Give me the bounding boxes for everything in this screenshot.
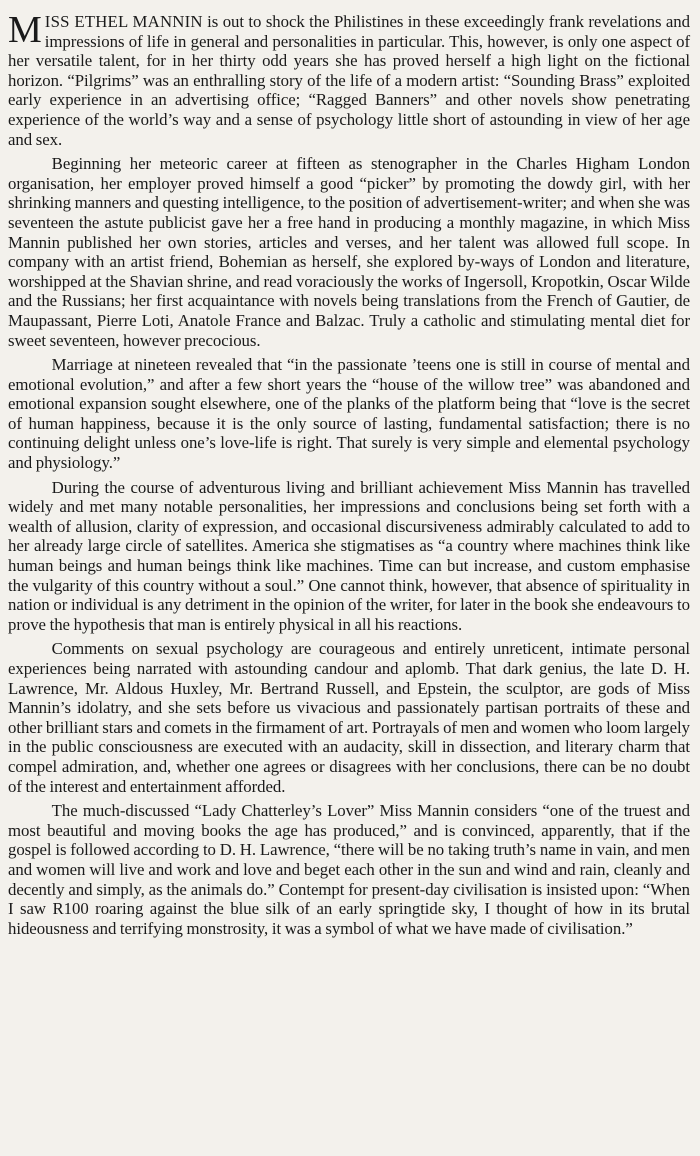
paragraph-4: During the course of adventurous living and brilliant achievement Miss Mannin has travelled widely and met many notable personalities, her impressions and conclusions being set forth with a wealth of allusion, clarity of expression, and occasional discursiveness admirably calculated to add to her already large circle of satellites. America she stigmatises as “a country where machines think like human beings and human beings think like machines. Time can but increase, and custom emphasise the vulgarity of this country without a soul.” One cannot think, however, that absence of spirituality in nation or individual is any detriment in the opinion of the writer, for later in the book she endeavours to prove the hypothesis that man is entirely physical in all his reactions. <box>8 477 690 634</box>
drop-cap: M <box>8 9 42 51</box>
lead-caps: ISS ETHEL MANNIN <box>44 12 203 31</box>
paragraph-2: Beginning her meteoric career at fifteen as stenographer in the Charles Higham London organisation, her employer proved himself a good “picker” by promoting the dowdy girl, with her shrinking manners and questing intelligence, to the position of advertisement-writer; and when she was seventeen the astute publicist gave her a free hand in producing a monthly magazine, in which Miss Mannin published her own stories, articles and verses, and her talent was allowed full scope. In company with an artist friend, Bohemian as herself, she explored by-ways of London and literature, worshipped at the Shavian shrine, and read voraciously the works of Ingersoll, Kropotkin, Oscar Wilde and the Russians; her first acquaintance with novels being translations from the French of Gautier, de Maupassant, Pierre Loti, Anatole France and Balzac. Truly a catholic and stimulating mental diet for sweet seventeen, however precocious. <box>8 154 690 350</box>
paragraph-1 <box>8 9 690 149</box>
paragraph-5: Comments on sexual psychology are courageous and entirely unreticent, intimate personal experiences being narrated with astounding candour and aplomb. That dark genius, the late D. H. Lawrence, Mr. Aldous Huxley, Mr. Bertrand Russell, and Epstein, the sculptor, are gods of Miss Mannin’s idolatry, and she sets before us vivacious and passionately partisan portraits of these and other brilliant stars and comets in the firmament of art. Portrayals of men and women who loom largely in the public consciousness are executed with an audacity, skill in dissection, and literary charm that compel admiration, and, whether one agrees or disagrees with her conclusions, there can be no doubt of the interest and entertainment afforded. <box>8 639 690 796</box>
paragraph-6: The much-discussed “Lady Chatterley’s Lover” Miss Mannin considers “one of the truest and most beautiful and moving books the age has produced,” and is convinced, apparently, that if the gospel is followed according to D. H. Lawrence, “there will be no taking truth’s name in vain, and men and women will live and work and love and beget each other in the sun and wind and rain, cleanly and decently and simply, as the animals do.” Contempt for present-day civilisation is insisted upon: “When I saw R100 roaring against the blue silk of an early springtide sky, I thought of how in its brutal hideousness and terrifying monstrosity, it was a symbol of what we have made of civilisation.” <box>8 801 690 938</box>
paragraph-3: Marriage at nineteen revealed that “in the passionate ’teens one is still in course of mental and emotional evolution,” and after a few short years the “house of the willow tree” was abandoned and emotional expansion sought elsewhere, one of the planks of the platform being that “love is the secret of human happiness, because it is the only source of lasting, fundamental satisfaction; there is no continuing delight unless one’s love-life is right. That surely is very simple and elemental psychology and physiology.” <box>8 355 690 473</box>
paragraph-1-text: is out to shock the Philistines in these exceedingly frank revelations and impressions of life in general and personalities in particular. This, however, is only one aspect of her versatile talent, for in her thirty odd years she has proved herself a high light on the fictional horizon. “Pilgrims” was an enthralling story of the life of a modern artist: “Sounding Brass” exploited early experience in an advertising office; “Ragged Banners” and other novels show penetrating experience of the world’s way and a sense of psychology little short of astounding in view of her age and sex. <box>8 12 690 149</box>
